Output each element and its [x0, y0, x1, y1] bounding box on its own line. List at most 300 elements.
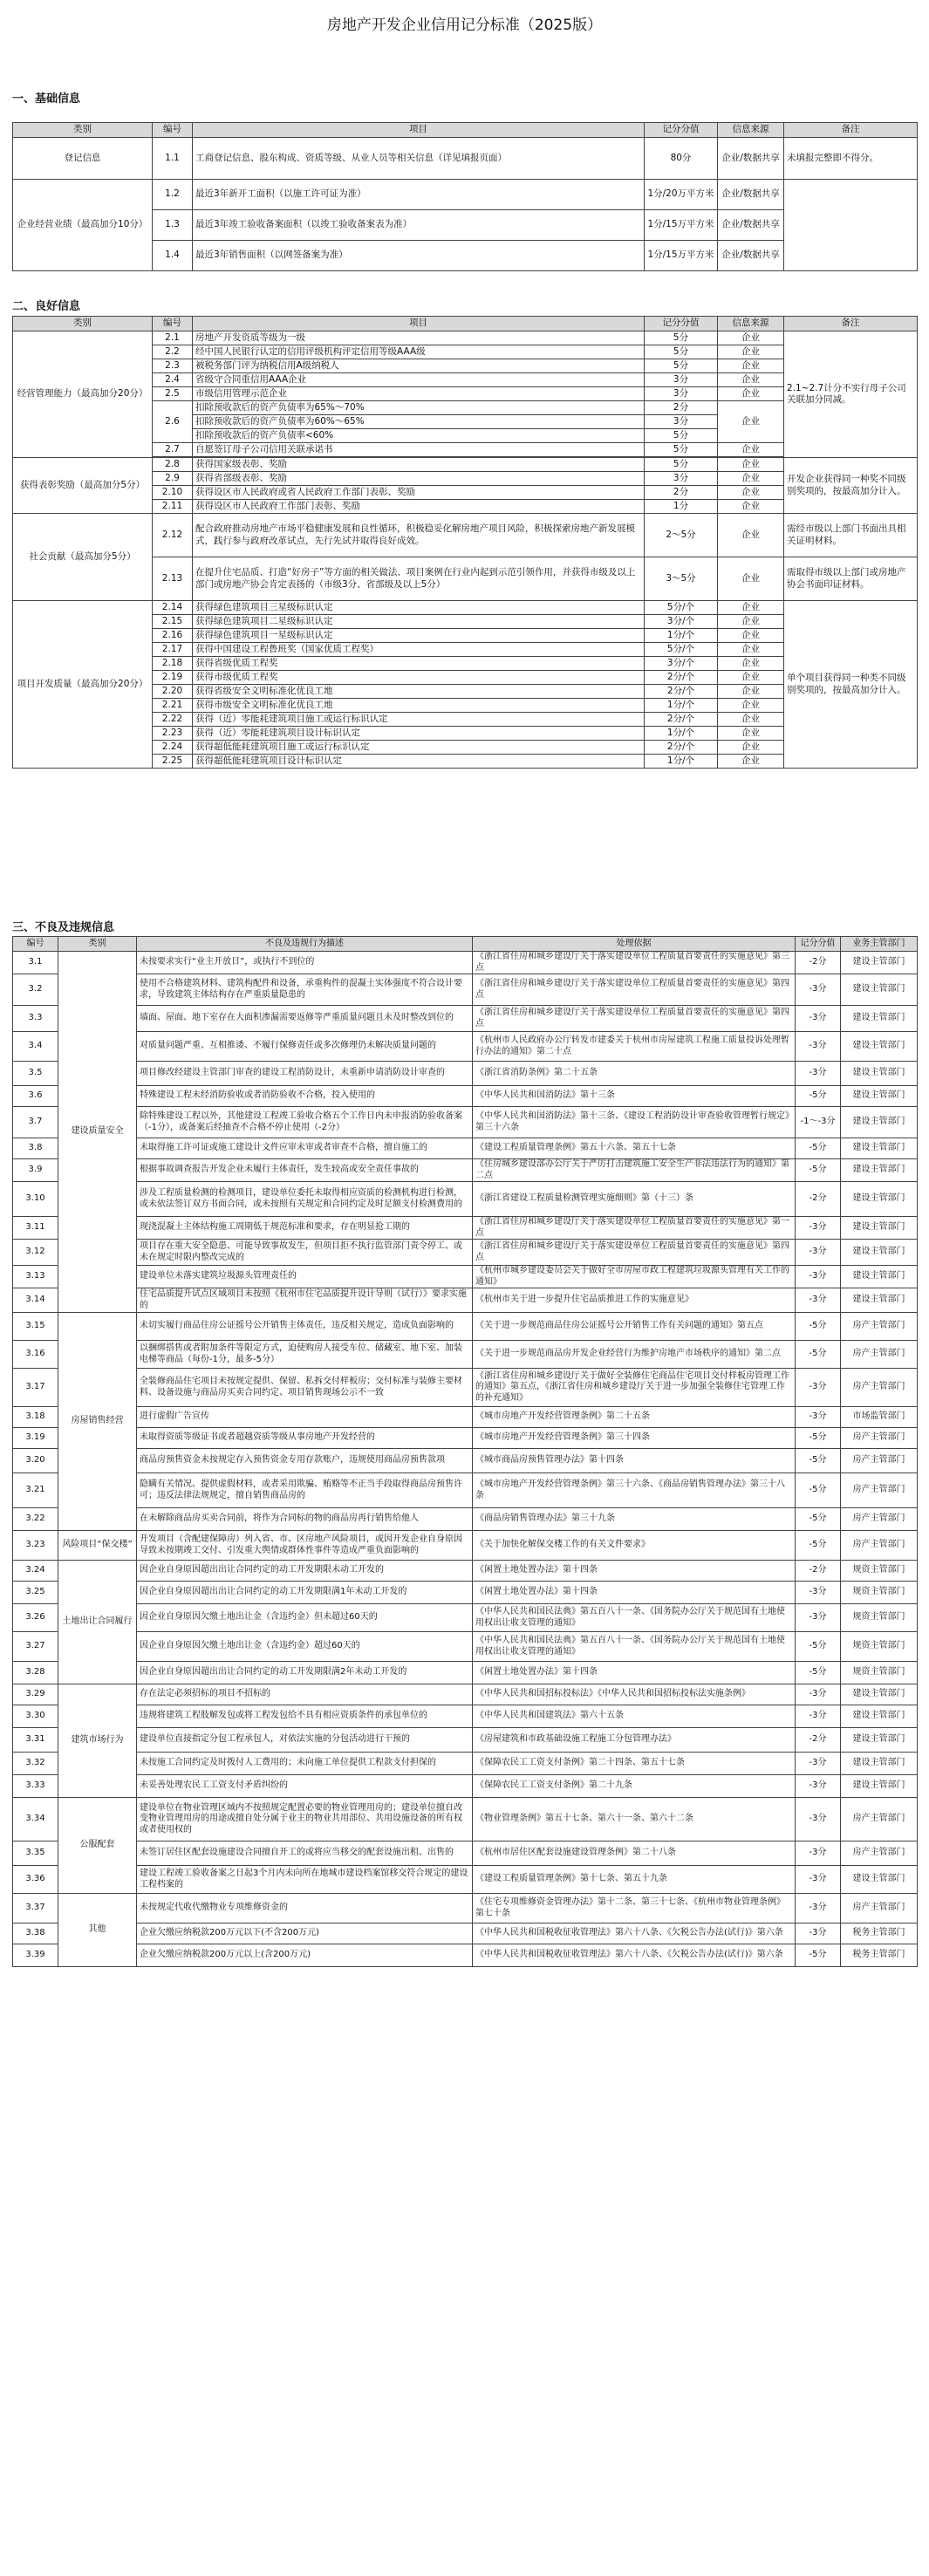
description-cell: 以捆绑搭售或者附加条件等限定方式，迫使购房人接受车位、储藏室、地下室、加装电梯等商品（每份-1分，最多-5分）	[137, 1341, 473, 1369]
basic-info-table	[12, 122, 918, 271]
description-cell: 墙面、屋面、地下室存在大面积渗漏需要返修等严重质量问题且未及时整改到位的	[137, 1006, 473, 1032]
score-cell: 1分/个	[645, 727, 718, 741]
table-header: 类别	[58, 937, 137, 952]
item-cell: 省级守合同重信用AAA企业	[193, 373, 645, 387]
table-header: 项目	[193, 123, 645, 138]
row-number: 2.17	[153, 643, 193, 657]
source-cell: 企业	[718, 755, 784, 769]
table-row	[13, 1062, 918, 1086]
source-cell: 企业/数据共享	[718, 138, 784, 180]
table-header: 编号	[153, 123, 193, 138]
item-cell: 获得（近）零能耗建筑项目施工或运行标识认定	[193, 713, 645, 727]
score-cell: 2分/个	[645, 713, 718, 727]
department-cell: 规资主管部门	[841, 1561, 918, 1582]
item-cell: 扣除预收款后的资产负债率为60%～65%	[193, 415, 645, 429]
row-number: 3.22	[13, 1508, 58, 1531]
row-number: 3.16	[13, 1341, 58, 1369]
source-cell: 企业	[718, 741, 784, 755]
table-row	[13, 1866, 918, 1894]
department-cell: 建设主管部门	[841, 1086, 918, 1107]
score-cell: -5分	[796, 1341, 841, 1369]
item-cell: 获得设区市人民政府或省人民政府工作部门表彰、奖励	[193, 486, 645, 500]
row-number: 3.30	[13, 1705, 58, 1728]
score-cell: -3分	[796, 1266, 841, 1288]
item-cell: 获得市级安全文明标准化优良工地	[193, 699, 645, 713]
department-cell: 市场监管部门	[841, 1407, 918, 1428]
description-cell: 住宅品质提升试点区域项目未按照《杭州市住宅品质提升设计导则（试行）》要求实施的	[137, 1288, 473, 1313]
row-number: 3.18	[13, 1407, 58, 1428]
score-cell: 5分	[645, 331, 718, 345]
department-cell: 建设主管部门	[841, 952, 918, 974]
score-cell: -2分	[796, 1728, 841, 1753]
row-number: 2.18	[153, 657, 193, 671]
description-cell: 因企业自身原因超出出让合同约定的动工开发期限未动工开发的	[137, 1561, 473, 1582]
row-number: 3.4	[13, 1032, 58, 1062]
score-cell: 1分/个	[645, 699, 718, 713]
description-cell: 未按施工合同约定及时拨付人工费用的；未向施工单位提供工程款支付担保的	[137, 1753, 473, 1775]
table-row	[13, 1107, 918, 1138]
table-row	[13, 1798, 918, 1841]
basis-cell: 《保障农民工工资支付条例》第二十四条、第五十七条	[473, 1753, 796, 1775]
table-row	[13, 1288, 918, 1313]
department-cell: 建设主管部门	[841, 1006, 918, 1032]
row-number: 2.4	[153, 373, 193, 387]
basis-cell: 《浙江省住房和城乡建设厅关于做好全装修住宅商品住宅项目交付样板房管理工作的通知》第五点，《浙江省住房和城乡建设厅关于进一步加强全装修住宅管理工作的补充通知》	[473, 1369, 796, 1407]
basis-cell: 《住宅专项维修资金管理办法》第十二条、第三十七条、《杭州市物业管理条例》第七十条	[473, 1894, 796, 1923]
basis-cell: 《中华人民共和国建筑法》第六十五条	[473, 1705, 796, 1728]
source-cell: 企业	[718, 500, 784, 514]
score-cell: -1～-3分	[796, 1107, 841, 1138]
row-number: 2.19	[153, 671, 193, 685]
row-number: 2.12	[153, 514, 193, 557]
score-cell: -5分	[796, 1428, 841, 1449]
description-cell: 使用不合格建筑材料、建筑构配件和设备，承重构件的混凝土实体强度不符合设计要求，导致建筑主体结构存在严重质量隐患的	[137, 974, 473, 1006]
score-cell: -3分	[796, 974, 841, 1006]
basis-cell: 《杭州市关于进一步提升住宅品质推进工作的实施意见》	[473, 1288, 796, 1313]
score-cell: -5分	[796, 1473, 841, 1508]
note-cell: 2.1~2.7计分不实行母子公司关联加分同减。	[784, 331, 918, 458]
basis-cell: 《浙江省住房和城乡建设厅关于落实建设单位工程质量首要责任的实施意见》第四点	[473, 1006, 796, 1032]
row-number: 3.23	[13, 1531, 58, 1561]
row-number: 2.11	[153, 500, 193, 514]
source-cell: 企业	[718, 713, 784, 727]
row-number: 1.2	[153, 180, 193, 210]
department-cell: 房产主管部门	[841, 1369, 918, 1407]
department-cell: 建设主管部门	[841, 1107, 918, 1138]
row-number: 2.14	[153, 601, 193, 615]
basis-cell: 《城市房地产开发经营管理条例》第三十六条、《商品房销售管理办法》第三十八条	[473, 1473, 796, 1508]
department-cell: 房产主管部门	[841, 1473, 918, 1508]
category-cell: 建设质量安全	[58, 952, 137, 1313]
table-header: 项目	[193, 317, 645, 331]
score-cell: -5分	[796, 1159, 841, 1182]
basis-cell: 《物业管理条例》第五十七条、第六十一条、第六十二条	[473, 1798, 796, 1841]
basis-cell: 《建设工程质量管理条例》第十七条、第五十九条	[473, 1866, 796, 1894]
description-cell: 因企业自身原因欠缴土地出让金（含违约金）但未超过60天的	[137, 1604, 473, 1632]
item-cell: 获得中国建设工程鲁班奖（国家优质工程奖）	[193, 643, 645, 657]
score-cell: -5分	[796, 1944, 841, 1967]
basis-cell: 《闲置土地处置办法》第十四条	[473, 1561, 796, 1582]
description-cell: 建设单位未落实建筑垃圾源头管理责任的	[137, 1266, 473, 1288]
description-cell: 项目存在重大安全隐患、可能导致事故发生，但项目拒不执行监管部门责令停工、或未在规定时限内整改完成的	[137, 1240, 473, 1266]
score-cell: -3分	[796, 1798, 841, 1841]
table-row	[13, 1604, 918, 1632]
department-cell: 建设主管部门	[841, 1705, 918, 1728]
row-number: 2.20	[153, 685, 193, 699]
source-cell: 企业	[718, 401, 784, 443]
item-cell: 获得设区市人民政府工作部门表彰、奖励	[193, 500, 645, 514]
table-header: 信息来源	[718, 317, 784, 331]
source-cell: 企业	[718, 387, 784, 401]
description-cell: 企业欠缴应纳税款200万元以下(不含200万元)	[137, 1923, 473, 1944]
score-cell: -3分	[796, 1753, 841, 1775]
table-header: 记分分值	[645, 123, 718, 138]
row-number: 3.35	[13, 1841, 58, 1866]
table-row	[13, 1313, 918, 1341]
source-cell: 企业	[718, 557, 784, 601]
row-number: 2.8	[153, 458, 193, 472]
department-cell: 房产主管部门	[841, 1531, 918, 1561]
row-number: 3.21	[13, 1473, 58, 1508]
basis-cell: 《杭州市城乡建设委员会关于做好全市房屋市政工程建筑垃圾源头管理有关工作的通知》	[473, 1266, 796, 1288]
category-cell: 获得表彰奖励（最高加分5分）	[13, 458, 153, 514]
table-row	[13, 1662, 918, 1684]
table-header: 备注	[784, 317, 918, 331]
bad-info-body	[13, 952, 918, 1967]
basis-cell: 《浙江省建设工程质量检测管理实施细则》第（十三）条	[473, 1182, 796, 1217]
table-row	[13, 1632, 918, 1662]
department-cell: 建设主管部门	[841, 1775, 918, 1798]
source-cell: 企业	[718, 629, 784, 643]
description-cell: 根据事故调查报告开发企业未履行主体责任，发生较高或安全责任事故的	[137, 1159, 473, 1182]
table-header: 业务主管部门	[841, 937, 918, 952]
row-number: 2.5	[153, 387, 193, 401]
basis-cell: 《浙江省住房和城乡建设厅关于落实建设单位工程质量首要责任的实施意见》第一点	[473, 1217, 796, 1240]
department-cell: 建设主管部门	[841, 1032, 918, 1062]
row-number: 1.3	[153, 210, 193, 241]
basis-cell: 《中华人民共和国民法典》第五百八十一条、《国务院办公厅关于规范国有土地使用权出让收支管理的通知》	[473, 1604, 796, 1632]
category-cell: 企业经营业绩（最高加分10分）	[13, 180, 153, 271]
category-cell: 风险项目“保交楼”	[58, 1531, 137, 1561]
score-cell: 3分	[645, 472, 718, 486]
basis-cell: 《中华人民共和国税收征收管理法》第六十八条、《欠税公告办法(试行)》第六条	[473, 1944, 796, 1967]
row-number: 3.1	[13, 952, 58, 974]
table-row	[13, 1407, 918, 1428]
department-cell: 房产主管部门	[841, 1894, 918, 1923]
basis-cell: 《中华人民共和国民法典》第五百八十一条、《国务院办公厅关于规范国有土地使用权出让收支管理的通知》	[473, 1632, 796, 1662]
score-cell: 1分/个	[645, 755, 718, 769]
table-row	[13, 1684, 918, 1705]
department-cell: 房产主管部门	[841, 1449, 918, 1473]
row-number: 3.19	[13, 1428, 58, 1449]
category-cell: 其他	[58, 1894, 137, 1967]
basis-cell: 《中华人民共和国消防法》第十三条、《建设工程消防设计审查验收管理暂行规定》第三十六条	[473, 1107, 796, 1138]
department-cell: 房产主管部门	[841, 1798, 918, 1841]
table-row	[13, 1894, 918, 1923]
score-cell: -5分	[796, 1138, 841, 1159]
score-cell: 80分	[645, 138, 718, 180]
category-cell: 经营管理能力（最高加分20分）	[13, 331, 153, 458]
score-cell: -5分	[796, 1632, 841, 1662]
row-number: 3.17	[13, 1369, 58, 1407]
good-info-table	[12, 316, 918, 769]
description-cell: 建设工程竣工验收备案之日起3个月内未向所在地城市建设档案馆移交符合规定的建设工程档案的	[137, 1866, 473, 1894]
row-number: 2.10	[153, 486, 193, 500]
table-row	[13, 1728, 918, 1753]
score-cell: -2分	[796, 952, 841, 974]
score-cell: 2分	[645, 401, 718, 415]
score-cell: -3分	[796, 1775, 841, 1798]
score-cell: -5分	[796, 1449, 841, 1473]
description-cell: 未按规定代收代缴物业专项维修资金的	[137, 1894, 473, 1923]
score-cell: 2分	[645, 486, 718, 500]
source-cell: 企业	[718, 615, 784, 629]
table-row	[13, 138, 918, 180]
description-cell: 项目修改经建设主管部门审查的建设工程消防设计，未重新申请消防设计审查的	[137, 1062, 473, 1086]
table-row	[13, 1923, 918, 1944]
score-cell: 3分	[645, 415, 718, 429]
table-row	[13, 1561, 918, 1582]
item-cell: 被税务部门评为纳税信用A级纳税人	[193, 359, 645, 373]
score-cell: 3～5分	[645, 557, 718, 601]
table-row	[13, 1182, 918, 1217]
table-row	[13, 1428, 918, 1449]
score-cell: 2～5分	[645, 514, 718, 557]
basis-cell: 《浙江省住房和城乡建设厅关于落实建设单位工程质量首要责任的实施意见》第三点	[473, 952, 796, 974]
row-number: 3.20	[13, 1449, 58, 1473]
source-cell: 企业	[718, 472, 784, 486]
row-number: 3.5	[13, 1062, 58, 1086]
row-number: 2.3	[153, 359, 193, 373]
row-number: 3.14	[13, 1288, 58, 1313]
table-row	[13, 1944, 918, 1967]
category-cell: 建筑市场行为	[58, 1684, 137, 1798]
source-cell: 企业	[718, 657, 784, 671]
row-number: 2.2	[153, 345, 193, 359]
department-cell: 建设主管部门	[841, 1266, 918, 1288]
description-cell: 未签订居住区配套设施建设合同擅自开工的或将应当移交的配套设施出租、出售的	[137, 1841, 473, 1866]
description-cell: 特殊建设工程未经消防验收或者消防验收不合格，投入使用的	[137, 1086, 473, 1107]
score-cell: 5分	[645, 458, 718, 472]
description-cell: 对质量问题严重、互相推诿、不履行保修责任或多次修理仍未解决质量问题的	[137, 1032, 473, 1062]
table-header: 备注	[784, 123, 918, 138]
table-header: 编号	[13, 937, 58, 952]
score-cell: 3分	[645, 373, 718, 387]
row-number: 3.27	[13, 1632, 58, 1662]
department-cell: 建设主管部门	[841, 1182, 918, 1217]
score-cell: 2分/个	[645, 671, 718, 685]
row-number: 2.23	[153, 727, 193, 741]
row-number: 3.2	[13, 974, 58, 1006]
bad-info-table	[12, 936, 918, 1967]
basis-cell: 《城市商品房预售管理办法》第十四条	[473, 1449, 796, 1473]
score-cell: 5分	[645, 443, 718, 457]
item-cell: 获得（近）零能耗建筑项目设计标识认定	[193, 727, 645, 741]
score-cell: 3分/个	[645, 657, 718, 671]
table-header: 信息来源	[718, 123, 784, 138]
basis-cell: 《中华人民共和国消防法》第十三条	[473, 1086, 796, 1107]
description-cell: 违规将建筑工程肢解发包或将工程发包给不具有相应资质条件的承包单位的	[137, 1705, 473, 1728]
row-number: 1.1	[153, 138, 193, 180]
note-cell: 需取得市级以上部门或房地产协会书面印证材料。	[784, 557, 918, 601]
row-number: 2.13	[153, 557, 193, 601]
description-cell: 全装修商品住宅项目未按规定提供、保留、私拆交付样板房；交付标准与装修主要材料、设备设施与商品房买卖合同约定、项目销售现场公示不一致	[137, 1369, 473, 1407]
description-cell: 因企业自身原因超出出让合同约定的动工开发期限满1年未动工开发的	[137, 1582, 473, 1604]
row-number: 3.7	[13, 1107, 58, 1138]
note-cell: 单个项目获得同一种类不同级别奖项的，按最高加分计入。	[784, 601, 918, 769]
description-cell: 涉及工程质量检测的检测项目，建设单位委托未取得相应资质的检测机构进行检测，或未依法签订双方书面合同，或未按照有关规定和合同约定及时足额支付检测费用的	[137, 1182, 473, 1217]
table-row	[13, 1582, 918, 1604]
table-header: 类别	[13, 317, 153, 331]
department-cell: 税务主管部门	[841, 1944, 918, 1967]
table-row	[13, 1006, 918, 1032]
department-cell: 建设主管部门	[841, 1240, 918, 1266]
table-header: 处理依据	[473, 937, 796, 952]
basis-cell: 《关于进一步规范商品住房公证摇号公开销售工作有关问题的通知》第五点	[473, 1313, 796, 1341]
table-row	[13, 1473, 918, 1508]
department-cell: 规资主管部门	[841, 1662, 918, 1684]
item-cell: 市级信用管理示范企业	[193, 387, 645, 401]
row-number: 3.3	[13, 1006, 58, 1032]
table-row	[13, 1032, 918, 1062]
section-title: 三、不良及违规信息	[12, 921, 115, 934]
basis-cell: 《建设工程质量管理条例》第五十六条、第五十七条	[473, 1138, 796, 1159]
source-cell: 企业/数据共享	[718, 180, 784, 210]
table-row	[13, 458, 918, 472]
table-row	[13, 974, 918, 1006]
source-cell: 企业	[718, 345, 784, 359]
row-number: 3.12	[13, 1240, 58, 1266]
score-cell: -3分	[796, 1062, 841, 1086]
basis-cell: 《杭州市居住区配套设施建设管理条例》第二十八条	[473, 1841, 796, 1866]
score-cell: 5分/个	[645, 643, 718, 657]
note-cell: 开发企业获得同一种奖不同级别奖项的，按最高加分计入。	[784, 458, 918, 514]
score-cell: -5分	[796, 1531, 841, 1561]
basis-cell: 《关于进一步规范商品房开发企业经营行为维护房地产市场秩序的通知》第二点	[473, 1341, 796, 1369]
source-cell: 企业	[718, 685, 784, 699]
score-cell: -3分	[796, 1923, 841, 1944]
row-number: 3.38	[13, 1923, 58, 1944]
basis-cell: 《浙江省住房和城乡建设厅关于落实建设单位工程质量首要责任的实施意见》第四点	[473, 1240, 796, 1266]
description-cell: 进行虚假广告宣传	[137, 1407, 473, 1428]
row-number: 3.32	[13, 1753, 58, 1775]
score-cell: 1分/20万平方米	[645, 180, 718, 210]
row-number: 3.28	[13, 1662, 58, 1684]
score-cell: -2分	[796, 1561, 841, 1582]
page-title: 房地产开发企业信用记分标准（2025版）	[326, 17, 603, 34]
category-cell: 土地出让合同履行	[58, 1561, 137, 1684]
row-number: 3.9	[13, 1159, 58, 1182]
item-cell: 获得市级优质工程奖	[193, 671, 645, 685]
row-number: 3.15	[13, 1313, 58, 1341]
table-row	[13, 1240, 918, 1266]
table-header: 记分分值	[796, 937, 841, 952]
table-row	[13, 1369, 918, 1407]
row-number: 3.26	[13, 1604, 58, 1632]
source-cell: 企业	[718, 486, 784, 500]
note-cell: 需经市级以上部门书面出具相关证明材料。	[784, 514, 918, 557]
description-cell: 因企业自身原因欠缴土地出让金（含违约金）超过60天的	[137, 1632, 473, 1662]
row-number: 2.1	[153, 331, 193, 345]
description-cell: 除特殊建设工程以外，其他建设工程竣工验收合格五个工作日内未申报消防验收备案（-1分），或备案后经抽查不合格不停止使用（-2分）	[137, 1107, 473, 1138]
table-row	[13, 601, 918, 615]
department-cell: 建设主管部门	[841, 1062, 918, 1086]
item-cell: 配合政府推动房地产市场平稳健康发展和良性循环，积极稳妥化解房地产项目风险，积极探索房地产新发展模式，践行参与政府改革试点，先行先试并取得良好成效。	[193, 514, 645, 557]
row-number: 3.13	[13, 1266, 58, 1288]
category-cell: 房屋销售经营	[58, 1313, 137, 1531]
note-cell: 未填报完整即不得分。	[784, 138, 918, 180]
department-cell: 建设主管部门	[841, 974, 918, 1006]
table-row	[13, 514, 918, 557]
table-row	[13, 1753, 918, 1775]
department-cell: 房产主管部门	[841, 1341, 918, 1369]
department-cell: 建设主管部门	[841, 1217, 918, 1240]
department-cell: 建设主管部门	[841, 1138, 918, 1159]
item-cell: 房地产开发资质等级为一级	[193, 331, 645, 345]
basis-cell: 《商品房销售管理办法》第三十九条	[473, 1508, 796, 1531]
table-row	[13, 1841, 918, 1866]
description-cell: 未切实履行商品住房公证摇号公开销售主体责任，违反相关规定，造成负面影响的	[137, 1313, 473, 1341]
item-cell: 扣除预收款后的资产负债率<60%	[193, 429, 645, 443]
section-title: 二、良好信息	[12, 300, 81, 313]
basis-cell: 《城市房地产开发经营管理条例》第三十四条	[473, 1428, 796, 1449]
score-cell: 5分	[645, 345, 718, 359]
department-cell: 建设主管部门	[841, 1288, 918, 1313]
score-cell: -5分	[796, 1508, 841, 1531]
item-cell: 获得绿色建筑项目三星级标识认定	[193, 601, 645, 615]
table-row	[13, 1266, 918, 1288]
basis-cell: 《中华人民共和国税收征收管理法》第六十八条、《欠税公告办法(试行)》第六条	[473, 1923, 796, 1944]
row-number: 2.7	[153, 443, 193, 457]
department-cell: 规资主管部门	[841, 1582, 918, 1604]
source-cell: 企业	[718, 359, 784, 373]
table-row	[13, 1449, 918, 1473]
row-number: 3.11	[13, 1217, 58, 1240]
score-cell: -5分	[796, 1662, 841, 1684]
row-number: 3.31	[13, 1728, 58, 1753]
score-cell: -3分	[796, 1582, 841, 1604]
source-cell: 企业/数据共享	[718, 210, 784, 241]
source-cell: 企业	[718, 443, 784, 457]
item-cell: 在提升住宅品质、打造“好房子”等方面的相关做法、项目案例在行业内起到示范引领作用，并获得市级及以上部门或房地产协会肯定表扬的（市级3分、省部级及以上5分）	[193, 557, 645, 601]
table-header: 编号	[153, 317, 193, 331]
basis-cell: 《浙江省住房和城乡建设厅关于落实建设单位工程质量首要责任的实施意见》第四点	[473, 974, 796, 1006]
row-number: 3.6	[13, 1086, 58, 1107]
table-row	[13, 180, 918, 210]
department-cell: 房产主管部门	[841, 1313, 918, 1341]
basis-cell: 《闲置土地处置办法》第十四条	[473, 1582, 796, 1604]
source-cell: 企业	[718, 601, 784, 615]
row-number: 3.8	[13, 1138, 58, 1159]
score-cell: -5分	[796, 1313, 841, 1341]
department-cell: 建设主管部门	[841, 1684, 918, 1705]
department-cell: 规资主管部门	[841, 1632, 918, 1662]
description-cell: 未妥善处理农民工工资支付矛盾纠纷的	[137, 1775, 473, 1798]
score-cell: -3分	[796, 1240, 841, 1266]
section-title: 一、基础信息	[12, 92, 81, 106]
score-cell: -5分	[796, 1086, 841, 1107]
category-cell: 社会贡献（最高加分5分）	[13, 514, 153, 601]
description-cell: 隐瞒有关情况、提供虚假材料，或者采用欺骗、贿赂等不正当手段取得商品房预售许可；违反法律法规规定，擅自销售商品房的	[137, 1473, 473, 1508]
table-header: 不良及违规行为描述	[137, 937, 473, 952]
description-cell: 未取得资质等级证书或者超越资质等级从事房地产开发经营的	[137, 1428, 473, 1449]
source-cell: 企业	[718, 643, 784, 657]
basis-cell: 《房屋建筑和市政基础设施工程施工分包管理办法》	[473, 1728, 796, 1753]
source-cell: 企业	[718, 671, 784, 685]
source-cell: 企业	[718, 514, 784, 557]
score-cell: -3分	[796, 1369, 841, 1407]
score-cell: -3分	[796, 1866, 841, 1894]
